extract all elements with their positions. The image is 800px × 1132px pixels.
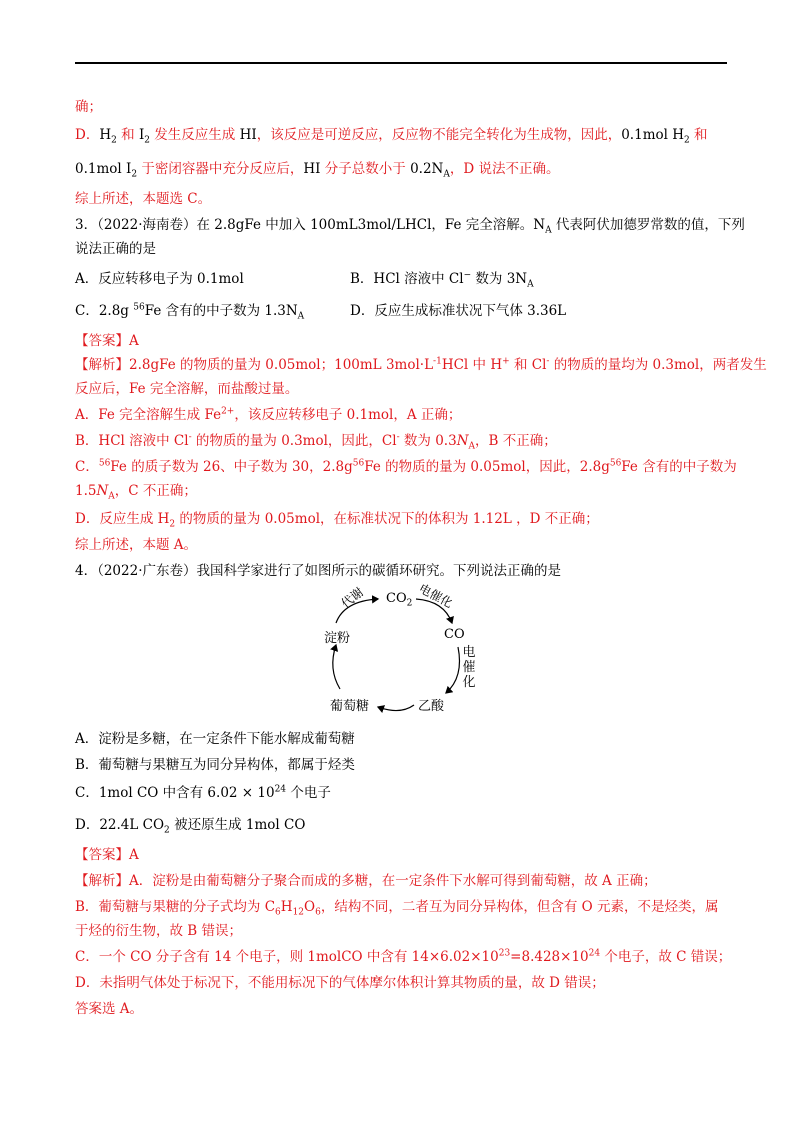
q4-analysis-b-line2: 于烃的衍生物，故 B 错误；	[75, 923, 243, 939]
q4-option-b: B．葡萄糖与果糖互为同分异构体，都属于烃类	[75, 757, 355, 773]
q4-option-a: A．淀粉是多糖，在一定条件下能水解成葡萄糖	[75, 731, 355, 747]
q4-stem: 4．（2022·广东卷）我国科学家进行了如图所示的碳循环研究。下列说法正确的是	[75, 563, 561, 579]
metabolism-label: 代谢	[338, 584, 367, 611]
prev-d-line1: D．$H_2$ 和 $I_2$ 发生反应生成 HI，该反应是可逆反应，反应物不能完全转化为生成物，因此，0.1mol $H_2$ 和	[75, 127, 708, 146]
q4-answer: 【答案】A	[75, 847, 139, 863]
header-rule	[75, 62, 727, 64]
q3-summary: 综上所述，本题 A。	[75, 537, 198, 553]
q3-analysis-line2: 反应后，Fe 完全溶解，而盐酸过量。	[75, 381, 299, 397]
q3-stem-line1: 3．（2022·海南卷）在 2.8gFe 中加入 100mL3mol/LHCl，Fe 完全溶解。$N_A$ 代表阿伏加德罗常数的值，下列	[75, 217, 745, 236]
q3-analysis-line1: 【解析】2.8gFe 的物质的量为 0.05mol；100mL $3mol\cdot L^{-1}HCl$ 中 H+ 和 Cl- 的物质的量均为 0.3mol，两者发生	[75, 356, 767, 373]
q3-option-d: D．反应生成标准状况下气体 3.36L	[350, 303, 567, 319]
acetic-acid-label: 乙酸	[418, 699, 445, 714]
q3-option-b: B．HCl 溶液中 Cl− 数为 $3N_A$	[350, 270, 534, 290]
q3-analysis-c-line1: C．$^{56}$Fe 的质子数为 26、中子数为 30，$2.8g^{56}Fe$ 的物质的量为 0.05mol，因此，$2.8g^{56}Fe$ 含有的中子数为	[75, 458, 737, 475]
q4-analysis-b-line1: B．葡萄糖与果糖的分子式均为 $C_6H_{12}O_6$，结构不同，二者互为同分异构体，但含有 O 元素，不是烃类，属	[75, 899, 719, 918]
prev-tail: 确；	[75, 99, 102, 115]
q4-final-answer: 答案选 A。	[75, 1001, 144, 1017]
q3-stem-line2: 说法正确的是	[75, 241, 156, 257]
electrocatalysis-side-label: 电 催 化	[462, 645, 476, 690]
electrocatalysis-top-label: 电催化	[416, 581, 455, 611]
q3-analysis-a: A．Fe 完全溶解生成 $Fe^{2+}$，该反应转移电子 0.1mol，A 正确；	[75, 406, 462, 423]
q3-answer: 【答案】A	[75, 333, 139, 349]
starch-label: 淀粉	[324, 631, 351, 646]
q3-option-a: A．反应转移电子为 0.1mol	[75, 271, 244, 287]
q3-analysis-b: B．HCl 溶液中 Cl- 的物质的量为 0.3mol，因此，Cl- 数为 $0.3N_A$，B 不正确；	[75, 432, 557, 452]
q4-analysis-c: C．一个 CO 分子含有 14 个电子，则 1molCO 中含有 $14\times 6.02\times 10^{23}=8.428\times 10^{24}$ 个电子，故 C 错误；	[75, 948, 732, 965]
co-label: CO	[444, 627, 465, 642]
q3-option-c: C．2.8g $^{56}$Fe 含有的中子数为 $1.3N_A$	[75, 302, 305, 322]
glucose-label: 葡萄糖	[330, 699, 370, 714]
q4-analysis-a: 【解析】A．淀粉是由葡萄糖分子聚合而成的多糖，在一定条件下水解可得到葡萄糖，故 A 正确；	[75, 873, 657, 889]
q3-analysis-c-line2: $1.5N_A$，C 不正确；	[75, 483, 197, 502]
q4-analysis-d: D．未指明气体处于标况下，不能用标况下的气体摩尔体积计算其物质的量，故 D 错误；	[75, 975, 605, 991]
co2-label: $CO_2$	[386, 591, 413, 609]
q4-option-c: C．1mol CO 中含有 $6.02 \times 10^{24}$ 个电子	[75, 784, 331, 801]
prev-d-line2: 0.1mol $I_2$ 于密闭容器中充分反应后，HI 分子总数小于 $0.2N_A$，D 说法不正确。	[75, 161, 560, 180]
q4-option-d: D．22.4L $CO_2$ 被还原生成 1mol CO	[75, 817, 306, 836]
prev-summary: 综上所述，本题选 C。	[75, 191, 212, 207]
q3-analysis-d: D．反应生成 $H_2$ 的物质的量为 0.05mol，在标准状况下的体积为 1.12L ，D 不正确；	[75, 511, 599, 530]
carbon-cycle-diagram	[318, 581, 478, 725]
